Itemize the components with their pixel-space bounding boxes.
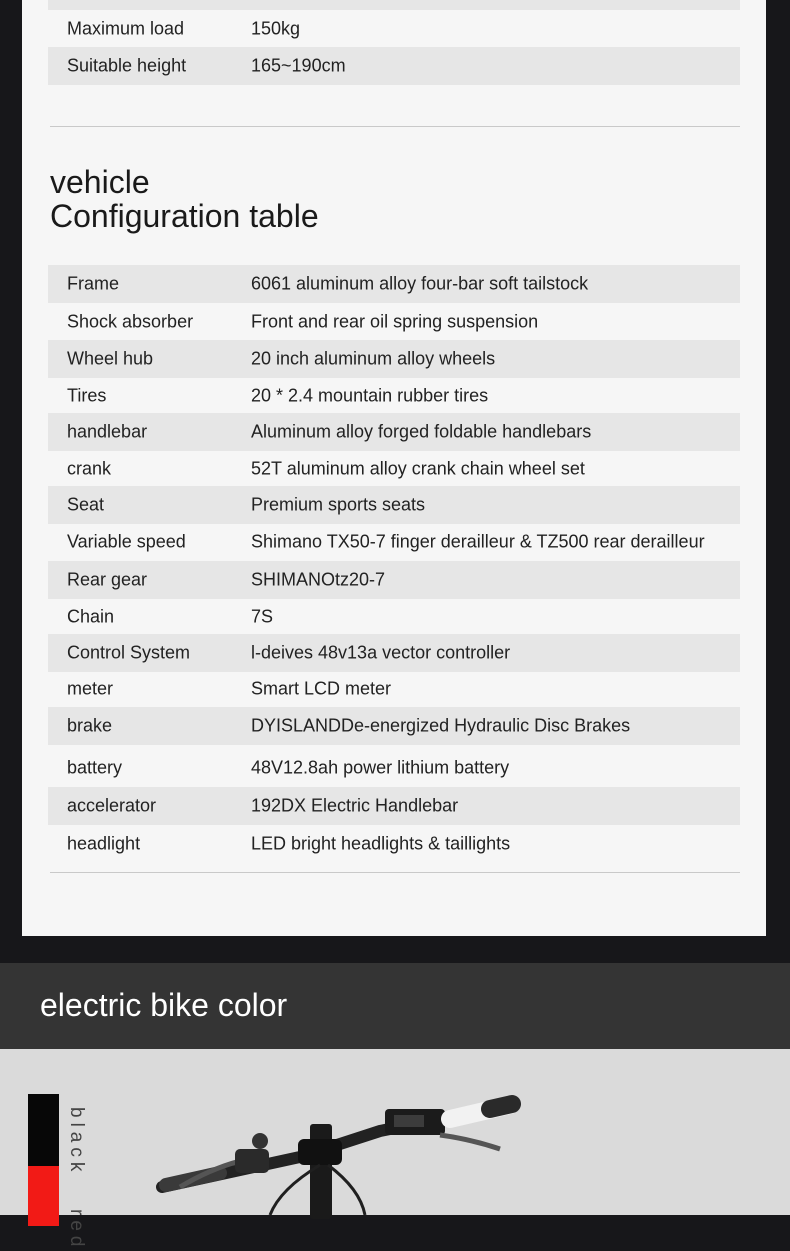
- row-label: Seat: [67, 494, 105, 515]
- row-value: LED bright headlights & taillights: [251, 833, 511, 854]
- row-label: Rear gear: [67, 569, 148, 590]
- row-label: brake: [67, 715, 113, 736]
- table-row: [48, 561, 740, 599]
- stem-shape: [310, 1124, 332, 1219]
- swatch-labels: [65, 1107, 87, 1251]
- left-control-shape: [235, 1149, 269, 1173]
- row-label: Tires: [67, 385, 107, 406]
- swatch-label-red: red: [66, 1208, 87, 1251]
- row-value: l-deives 48v13a vector controller: [251, 642, 511, 663]
- table-row: [48, 450, 740, 488]
- bell-shape: [252, 1133, 268, 1149]
- table-row: [48, 377, 740, 415]
- table-row: [48, 340, 740, 378]
- row-value: Shimano TX50-7 finger derailleur & TZ500 rear derailleur: [251, 531, 705, 552]
- spec-row: [48, 47, 740, 85]
- row-value: 52T aluminum alloy crank chain wheel set: [251, 458, 585, 479]
- row-label: Wheel hub: [67, 348, 154, 369]
- table-row: [48, 523, 740, 561]
- row-value: Front and rear oil spring suspension: [251, 311, 539, 332]
- row-value: Premium sports seats: [251, 494, 426, 515]
- spec-value: 165~190cm: [251, 55, 346, 76]
- divider: [50, 126, 740, 127]
- swatch-black: [28, 1094, 59, 1166]
- divider: [50, 872, 740, 873]
- color-preview: [0, 1049, 790, 1251]
- config-title-line1: vehicle: [50, 164, 150, 200]
- clamp-shape: [298, 1139, 342, 1165]
- bike-handlebar-image: [150, 1069, 550, 1215]
- table-row: [48, 670, 740, 708]
- row-value: SHIMANOtz20-7: [251, 569, 386, 590]
- row-value: 20 * 2.4 mountain rubber tires: [251, 385, 489, 406]
- row-value: 192DX Electric Handlebar: [251, 795, 459, 816]
- color-banner: [0, 963, 790, 1049]
- row-label: Variable speed: [67, 531, 186, 552]
- table-row: [48, 265, 740, 303]
- table-row: [48, 749, 740, 787]
- row-label: meter: [67, 678, 114, 699]
- table-row: [48, 486, 740, 524]
- config-title-line2: Configuration table: [50, 198, 319, 234]
- spec-value: 150kg: [251, 18, 301, 39]
- config-title: [50, 165, 319, 233]
- row-label: handlebar: [67, 421, 148, 442]
- row-label: accelerator: [67, 795, 157, 816]
- table-row: [48, 825, 740, 863]
- row-label: battery: [67, 757, 123, 778]
- table-row: [48, 707, 740, 745]
- table-row: [48, 787, 740, 825]
- color-section-title: electric bike color: [40, 987, 288, 1023]
- right-lever-shape: [440, 1135, 500, 1149]
- row-label: crank: [67, 458, 112, 479]
- row-label: Control System: [67, 642, 191, 663]
- swatch-red: [28, 1166, 59, 1226]
- table-row: [48, 634, 740, 672]
- row-value: Aluminum alloy forged foldable handlebars: [251, 421, 592, 442]
- row-value: 20 inch aluminum alloy wheels: [251, 348, 496, 369]
- spec-label: Suitable height: [67, 55, 187, 76]
- row-value: 6061 aluminum alloy four-bar soft tailstock: [251, 273, 589, 294]
- table-row: [48, 598, 740, 636]
- row-value: 48V12.8ah power lithium battery: [251, 757, 510, 778]
- row-value: 7S: [251, 606, 274, 627]
- row-label: headlight: [67, 833, 141, 854]
- row-value: DYISLANDDe-energized Hydraulic Disc Brakes: [251, 715, 631, 736]
- row-label: Shock absorber: [67, 311, 194, 332]
- swatch-label-black: black: [66, 1107, 87, 1177]
- row-value: Smart LCD meter: [251, 678, 392, 699]
- table-row: [48, 303, 740, 341]
- spec-row: [48, 10, 740, 48]
- row-label: Chain: [67, 606, 115, 627]
- row-label: Frame: [67, 273, 120, 294]
- spec-row-cut: [48, 0, 740, 10]
- table-row: [48, 413, 740, 451]
- spec-label: Maximum load: [67, 18, 185, 39]
- spec-card: [22, 0, 766, 936]
